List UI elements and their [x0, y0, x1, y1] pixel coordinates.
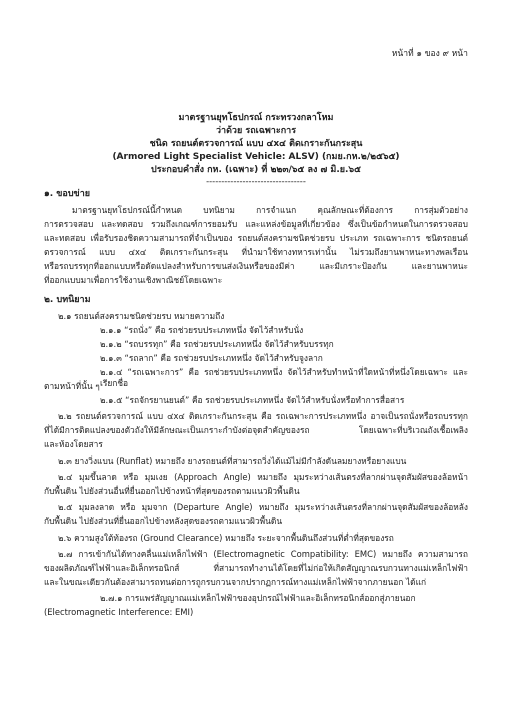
definition-2-1-1: ๒.๑.๑ “รถนั่ง” คือ รถช่วยรบประเภทหนึ่ง จัดไว้สำหรับนั่ง [100, 325, 304, 335]
doc-title-line-5: ประกอบคำสั่ง กห. (เฉพาะ) ที่ ๒๒๓/๖๕ ลง ๗ มิ.ย.๖๕ [151, 165, 361, 175]
definition-2-2: ๒.๒ รถยนต์ตรวจการณ์ แบบ ๔x๔ ติดเกราะกันกระสุน คือ รถเฉพาะการประเภทหนึ่ง อาจเป็นรถนั่งหรือรถบรรทุก [58, 411, 468, 421]
section-1-line: ตรวจการณ์ แบบ ๔x๔ ติดเกราะกันกระสุน ที่นำมาใช้ทางทหารเท่านั้น ไม่รวมถึงยานพาหนะทางพลเรือน [44, 247, 468, 257]
section-1-line: หรือรถบรรทุกที่ออกแบบหรือดัดแปลงสำหรับการขนส่งเงินหรือของมีค่า และมีเกราะป้องกัน และยานพาหนะ [44, 261, 468, 271]
doc-title-line-3: ชนิด รถยนต์ตรวจการณ์ แบบ ๔x๔ ติดเกราะกันกระสุน [149, 139, 363, 149]
section-1-line: มาตรฐานยุทโธปกรณ์นี้กำหนด บทนิยาม การจำแนก คุณลักษณะที่ต้องการ การสุ่มตัวอย่าง [72, 205, 468, 215]
definition-2-1-2: ๒.๑.๒ “รถบรรทุก” คือ รถช่วยรบประเภทหนึ่ง จัดไว้สำหรับบรรทุก [100, 339, 334, 349]
definition-2-7: ๒.๗ การเข้ากันได้ทางคลื่นแม่เหล็กไฟฟ้า (Electromagnetic Compatibility: EMC) หมายถึง ความสามารถ [58, 549, 468, 559]
doc-title-line-4: (Armored Light Specialist Vehicle: ALSV) (กมย.กห.๒/๒๕๖๕) [112, 152, 400, 162]
section-2-heading: ๒. บทนิยาม [44, 295, 91, 305]
definition-2-5: ๒.๕ มุมลงลาด หรือ มุมจาก (Departure Angle) หมายถึง มุมระหว่างเส้นตรงที่ลากผ่านจุดสัมผัสของล้อหลัง [58, 502, 468, 512]
section-1-line: ที่ออกแบบมาเพื่อการใช้งานเชิงพาณิชย์โดยเฉพาะ [44, 275, 223, 285]
definition-2-7-cont: ของผลิตภัณฑ์ไฟฟ้าและอิเล็กทรอนิกส์ ที่สามารถทำงานได้โดยที่ไม่ก่อให้เกิดสัญญาณรบกวนทางแม่เหล็กไฟฟ้า [44, 563, 468, 573]
definition-2-7-1-cont: (Electromagnetic Interference: EMI) [44, 607, 194, 617]
definition-2-6: ๒.๖ ความสูงใต้ท้องรถ (Ground Clearance) หมายถึง ระยะจากพื้นดินถึงส่วนที่ต่ำที่สุดของรถ [58, 533, 394, 543]
page-number: หน้าที่ ๑ ของ ๙ หน้า [391, 49, 468, 59]
definition-2-7-1: ๒.๗.๑ การแพร่สัญญาณแม่เหล็กไฟฟ้าของอุปกรณ์ไฟฟ้าและอิเล็กทรอนิกส์ออกสู่ภายนอก [100, 593, 416, 603]
definition-2-1-5: ๒.๑.๕ “รถจักรยานยนต์” คือ รถช่วยรบประเภทหนึ่ง จัดไว้สำหรับนั่งหรือทำการสื่อสาร [100, 395, 405, 405]
section-1-line: การตรวจสอบ และทดสอบ รวมถึงเกณฑ์การยอมรับ และแหล่งข้อมูลที่เกี่ยวข้อง ซึ่งเป็นข้อกำหนดในการตรวจสอบ [44, 219, 468, 229]
definition-2-1-4: ๒.๑.๔ “รถเฉพาะการ” คือ รถช่วยรบประเภทหนึ่ง จัดไว้สำหรับทำหน้าที่ใดหน้าที่หนึ่งโดยเฉพาะ และเรียกชื่อ [100, 367, 468, 388]
section-1-heading: ๑. ขอบข่าย [44, 189, 91, 199]
doc-title-line-2: ว่าด้วย รถเฉพาะการ [215, 126, 297, 136]
title-rule: --------------------------------- [206, 176, 306, 186]
section-1-line: และทดสอบ เพื่อรับรองชิดความสามารถที่จำเป็นของ รถยนต์สงครามชนิดช่วยรบ ประเภท รถเฉพาะการ ชนิดรถยนต์ [44, 233, 468, 243]
definition-2-5-cont: กับพื้นดิน ไปยังส่วนที่ยื่นออกไปข้างหลังสุดของรถตามแนวผิวพื้นดิน [44, 516, 283, 526]
definition-2-2-cont: และห้องโดยสาร [44, 439, 103, 449]
definition-2-1-4-cont: ตามหน้าที่นั้น ๆ [44, 381, 100, 391]
definition-2-4-cont: กับพื้นดิน ไปยังส่วนอื่นที่ยื่นออกไปข้างหน้าที่สุดของรถตามแนวผิวพื้นดิน [44, 486, 300, 496]
doc-title-line-1: มาตรฐานยุทโธปกรณ์ กระทรวงกลาโหม [178, 113, 334, 123]
definition-2-2-cont: ที่ได้มีการติดแปลงของตัวถังให้มีลักษณะเป็นเกราะกำบังต่อจุดสำคัญของรถ โดยเฉพาะที่บริเวณถังเชื้อเพลิง [44, 425, 468, 435]
definition-2-3: ๒.๓ ยางวิ่งแบน (Runflat) หมายถึง ยางรถยนต์ที่สามารถวิ่งได้แม้ไม่มีกำลังดันลมยางหรือยางแบน [58, 456, 407, 466]
definition-2-4: ๒.๔ มุมขึ้นลาด หรือ มุมเงย (Approach Angle) หมายถึง มุมระหว่างเส้นตรงที่ลากผ่านจุดสัมผัสของล้อหน้า [58, 472, 468, 482]
definition-2-1-3: ๒.๑.๓ “รถลาก” คือ รถช่วยรบประเภทหนึ่ง จัดไว้สำหรับจูงลาก [100, 353, 323, 363]
definition-2-7-cont: และในขณะเดียวกันต้องสามารถทนต่อการถูกรบกวนจากปรากฏการณ์ทางแม่เหล็กไฟฟ้าจากภายนอก ได้แก่ [44, 577, 427, 587]
definition-2-1: ๒.๑ รถยนต์สงครามชนิดช่วยรบ หมายความถึง [58, 311, 225, 321]
